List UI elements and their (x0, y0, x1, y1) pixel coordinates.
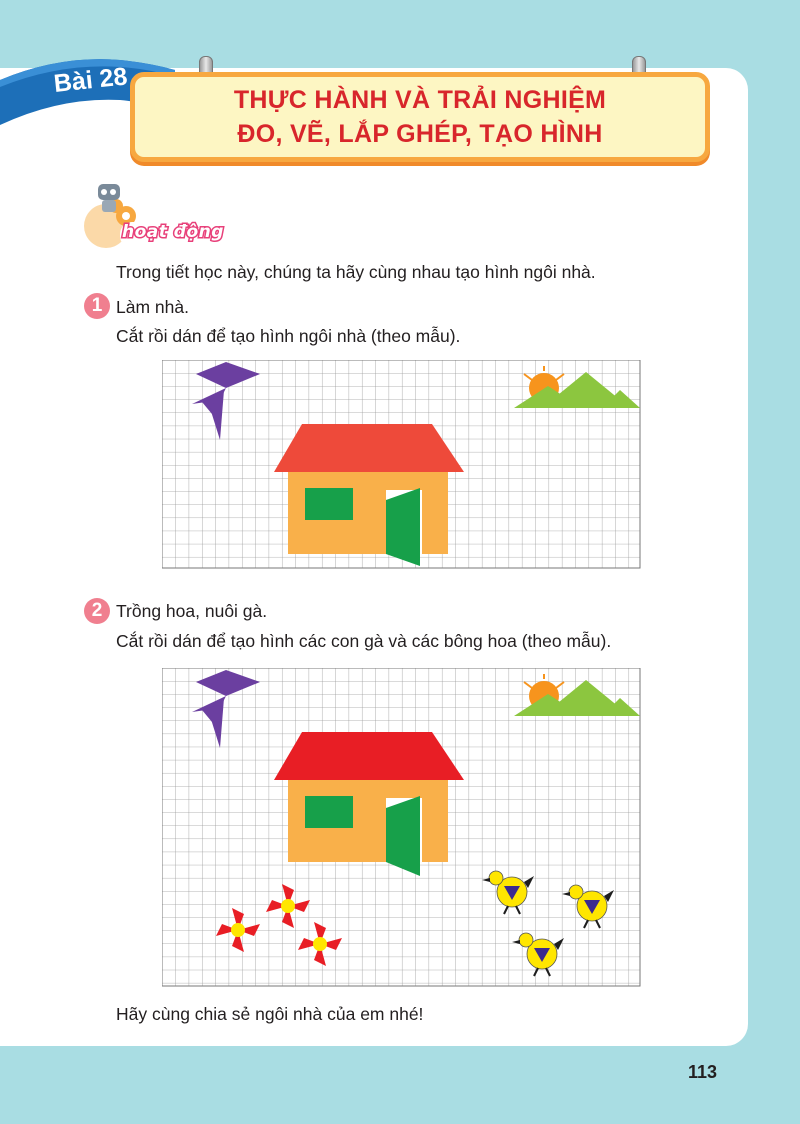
page-number: 113 (688, 1062, 718, 1082)
intro-text: Trong tiết học này, chúng ta hãy cùng nhau tạo hình ngôi nhà. (116, 262, 596, 282)
task1-title: Làm nhà. (116, 297, 189, 317)
grid-figure-house-garden (162, 668, 642, 993)
lesson-title-line1: THỰC HÀNH VÀ TRẢI NGHIỆM (233, 86, 607, 114)
task1-instruction: Cắt rồi dán để tạo hình ngôi nhà (theo mẫu). (116, 326, 461, 346)
house-shape (274, 424, 464, 566)
task1-number: 1 (84, 293, 110, 319)
lesson-badge: Bài 28 (52, 62, 129, 98)
activity-label: hoạt động (122, 222, 224, 242)
lesson-title-box (130, 72, 710, 162)
closing-text: Hãy cùng chia sẻ ngôi nhà của em nhé! (116, 1004, 424, 1024)
task2-title: Trồng hoa, nuôi gà. (116, 601, 268, 621)
task2-number: 2 (84, 598, 110, 624)
activity-header (80, 180, 250, 250)
task2-instruction: Cắt rồi dán để tạo hình các con gà và các bông hoa (theo mẫu). (116, 631, 612, 651)
grid-figure-house (162, 360, 642, 575)
house-shape (274, 732, 464, 876)
lesson-title-line2: ĐO, VẼ, LẮP GHÉP, TẠO HÌNH (237, 120, 603, 148)
